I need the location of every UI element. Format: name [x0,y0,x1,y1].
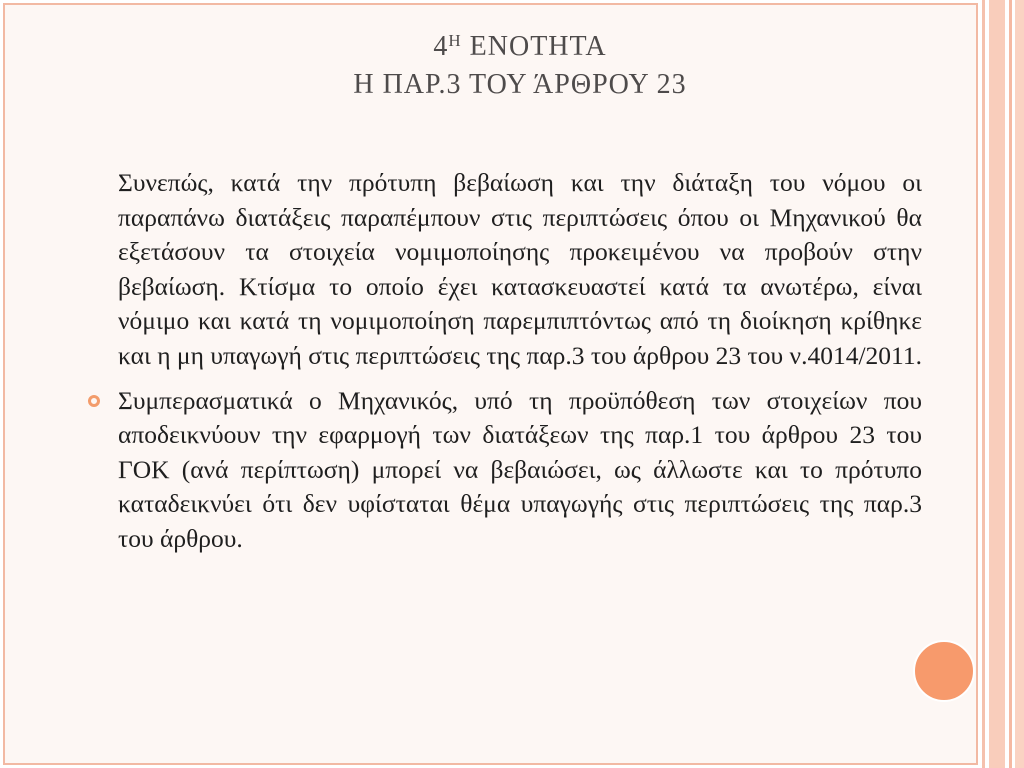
stripe [989,0,1005,768]
bullet-circle-icon [88,395,100,407]
body-paragraph: Συνεπώς, κατά την πρότυπη βεβαίωση και την διάταξη του νόμου οι παραπάνω διατάξεις παραπέμπουν στις περιπτώσεις όπου οι Μηχανικού θα εξετάσουν τα στοιχεία νομιμοποίησης προκειμένου να προβούν στην βεβαίωση. Κτίσμα το οποίο έχει κατασκευαστεί κατά τα ανωτέρω, είναι νόμιμο και κατά τη νομιμοποίηση παρεμπιπτόντως από τη διοίκηση κρίθηκε και η μη υπαγωγή στις περιπτώσεις της παρ.3 του άρθρου 23 του ν.4014/2011. [118,168,922,370]
stripe [1015,0,1024,768]
title-line-2: Η ΠΑΡ.3 ΤΟΥ ΆΡΘΡΟΥ 23 [353,69,687,100]
stripe [1009,0,1012,768]
bullet-item [118,384,922,557]
title-number: 4 [433,31,449,62]
slide-body [118,166,922,557]
title-superscript: Η [448,31,462,50]
title-line-1 [110,28,930,66]
slide-title [110,28,930,104]
accent-circle-icon [913,640,975,702]
bullet-text: Συμπερασματικά ο Μηχανικός, υπό τη προϋπόθεση των στοιχείων που αποδεικνύουν την εφαρμογή των διατάξεων της παρ.1 του άρθρου 23 του ΓΟΚ (ανά περίπτωση) μπορεί να βεβαιώσει, ως άλλωστε και το πρότυπο καταδεικνύει ότι δεν υφίσταται θέμα υπαγωγής στις περιπτώσεις της παρ.3 του άρθρου. [118,385,922,553]
decorative-stripes [982,0,1024,768]
title-rest: ΕΝΟΤΗΤΑ [461,31,607,62]
stripe [982,0,985,768]
